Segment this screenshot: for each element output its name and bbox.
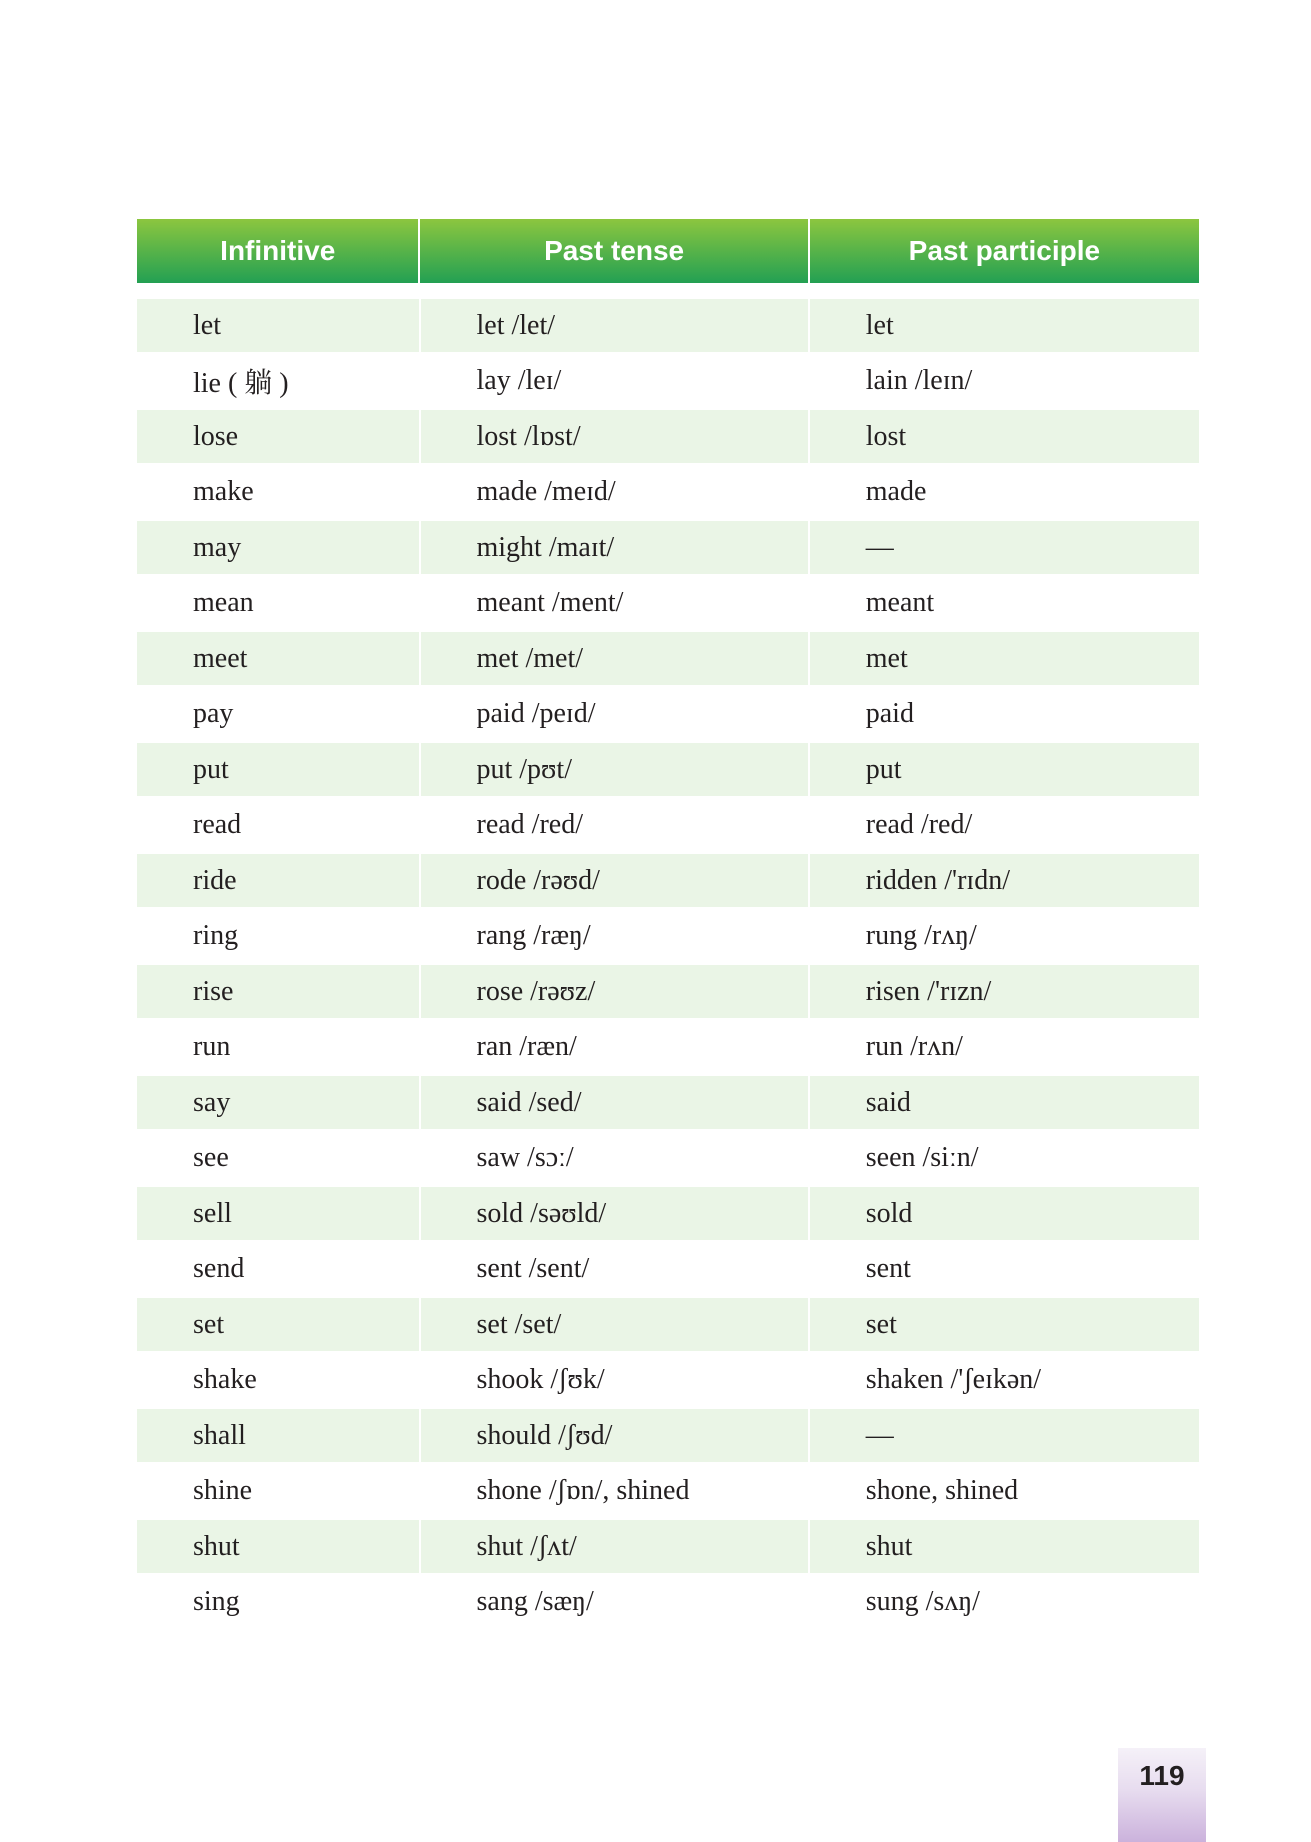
past-tense-cell: set /set/ bbox=[421, 1298, 808, 1351]
infinitive-cell: ring bbox=[193, 920, 239, 951]
table-row bbox=[137, 1520, 1197, 1573]
table-row bbox=[137, 688, 1197, 741]
infinitive-cell: lose bbox=[137, 410, 419, 463]
past-participle-cell: sung /sʌŋ/ bbox=[865, 1586, 980, 1617]
infinitive-cell: sing bbox=[193, 1586, 240, 1617]
table-row bbox=[137, 355, 1197, 408]
table-row bbox=[137, 965, 1197, 1018]
page-number-tab bbox=[1118, 1748, 1206, 1842]
past-participle-cell: made bbox=[865, 476, 927, 507]
infinitive-cell: meet bbox=[137, 632, 419, 685]
past-participle-cell: lost bbox=[810, 410, 1199, 463]
past-participle-cell: shaken /'ʃeɪkən/ bbox=[865, 1364, 1042, 1395]
infinitive-cell: pay bbox=[193, 698, 234, 729]
past-tense-cell: shut /ʃʌt/ bbox=[421, 1520, 808, 1573]
infinitive-cell: set bbox=[137, 1298, 419, 1351]
past-tense-cell: rode /rəʊd/ bbox=[421, 854, 808, 907]
table-row bbox=[137, 1021, 1197, 1074]
infinitive-cell: shut bbox=[137, 1520, 419, 1573]
table-row bbox=[137, 410, 1197, 463]
past-participle-cell: met bbox=[810, 632, 1199, 685]
past-participle-cell: meant bbox=[865, 587, 935, 618]
table-row bbox=[137, 1076, 1197, 1129]
past-tense-cell: sent /sent/ bbox=[476, 1253, 590, 1284]
past-participle-cell: let bbox=[810, 299, 1199, 352]
table-row bbox=[137, 1187, 1197, 1240]
header-infinitive: Infinitive bbox=[137, 219, 418, 283]
infinitive-cell: sell bbox=[137, 1187, 419, 1240]
past-tense-cell: lost /lɒst/ bbox=[421, 410, 808, 463]
infinitive-cell: may bbox=[137, 521, 419, 574]
header-past-participle: Past participle bbox=[810, 219, 1199, 283]
past-participle-cell: — bbox=[810, 1409, 1199, 1462]
table-row bbox=[137, 799, 1197, 852]
past-tense-cell: paid /peɪd/ bbox=[476, 698, 596, 729]
table-row bbox=[137, 577, 1197, 630]
infinitive-cell: rise bbox=[137, 965, 419, 1018]
table-row bbox=[137, 466, 1197, 519]
past-participle-cell: shut bbox=[810, 1520, 1199, 1573]
past-participle-cell: put bbox=[810, 743, 1199, 796]
table-row bbox=[137, 854, 1197, 907]
infinitive-cell: say bbox=[137, 1076, 419, 1129]
infinitive-cell: see bbox=[193, 1142, 229, 1173]
infinitive-cell: read bbox=[193, 809, 242, 840]
table-row bbox=[137, 1465, 1197, 1518]
past-tense-cell: read /red/ bbox=[476, 809, 583, 840]
past-participle-cell: seen /siːn/ bbox=[865, 1142, 979, 1173]
table-row bbox=[137, 1243, 1197, 1296]
table-row bbox=[137, 299, 1197, 352]
infinitive-cell: ride bbox=[137, 854, 419, 907]
past-participle-cell: — bbox=[810, 521, 1199, 574]
past-participle-cell: risen /'rɪzn/ bbox=[810, 965, 1199, 1018]
page-number: 119 bbox=[1139, 1760, 1185, 1791]
past-participle-cell: sent bbox=[865, 1253, 911, 1284]
past-participle-cell: read /red/ bbox=[865, 809, 973, 840]
table-body bbox=[137, 299, 1197, 1629]
past-tense-cell: ran /ræn/ bbox=[476, 1031, 577, 1062]
infinitive-cell: make bbox=[193, 476, 254, 507]
table-row bbox=[137, 1576, 1197, 1629]
past-tense-cell: sold /səʊld/ bbox=[421, 1187, 808, 1240]
past-tense-cell: put /pʊt/ bbox=[421, 743, 808, 796]
past-participle-cell: said bbox=[810, 1076, 1199, 1129]
past-tense-cell: rose /rəʊz/ bbox=[421, 965, 808, 1018]
infinitive-cell: send bbox=[193, 1253, 245, 1284]
past-participle-cell: rung /rʌŋ/ bbox=[865, 920, 977, 951]
table-row bbox=[137, 910, 1197, 963]
table-row bbox=[137, 1298, 1197, 1351]
past-tense-cell: rang /ræŋ/ bbox=[476, 920, 591, 951]
past-tense-cell: said /sed/ bbox=[421, 1076, 808, 1129]
past-participle-cell: set bbox=[810, 1298, 1199, 1351]
infinitive-cell: shake bbox=[193, 1364, 257, 1395]
past-tense-cell: shone /ʃɒn/, shined bbox=[476, 1475, 690, 1506]
past-tense-cell: made /meɪd/ bbox=[476, 476, 616, 507]
infinitive-cell: run bbox=[193, 1031, 231, 1062]
past-participle-cell: shone, shined bbox=[865, 1475, 1019, 1506]
past-participle-cell: paid bbox=[865, 698, 914, 729]
past-tense-cell: might /maɪt/ bbox=[421, 521, 808, 574]
past-tense-cell: meant /ment/ bbox=[476, 587, 624, 618]
past-participle-cell: run /rʌn/ bbox=[865, 1031, 963, 1062]
past-tense-cell: shook /ʃʊk/ bbox=[476, 1364, 605, 1395]
past-tense-cell: saw /sɔː/ bbox=[476, 1142, 574, 1173]
table-row bbox=[137, 632, 1197, 685]
past-participle-cell: sold bbox=[810, 1187, 1199, 1240]
infinitive-cell: lie ( 躺 ) bbox=[193, 368, 289, 399]
header-past-tense: Past tense bbox=[420, 219, 807, 283]
past-tense-cell: met /met/ bbox=[421, 632, 808, 685]
infinitive-cell: put bbox=[137, 743, 419, 796]
infinitive-cell: shall bbox=[137, 1409, 419, 1462]
table-row bbox=[137, 1409, 1197, 1462]
past-participle-cell: lain /leɪn/ bbox=[865, 365, 973, 396]
past-participle-cell: ridden /'rɪdn/ bbox=[810, 854, 1199, 907]
past-tense-cell: let /let/ bbox=[421, 299, 808, 352]
infinitive-cell: mean bbox=[193, 587, 254, 618]
past-tense-cell: sang /sæŋ/ bbox=[476, 1586, 594, 1617]
table-row bbox=[137, 521, 1197, 574]
infinitive-cell: let bbox=[137, 299, 419, 352]
irregular-verbs-table bbox=[137, 219, 1197, 1631]
table-row bbox=[137, 743, 1197, 796]
table-row bbox=[137, 1354, 1197, 1407]
table-header-row bbox=[137, 219, 1197, 283]
table-row bbox=[137, 1132, 1197, 1185]
past-tense-cell: lay /leɪ/ bbox=[476, 365, 562, 396]
past-tense-cell: should /ʃʊd/ bbox=[421, 1409, 808, 1462]
infinitive-cell: shine bbox=[193, 1475, 253, 1506]
